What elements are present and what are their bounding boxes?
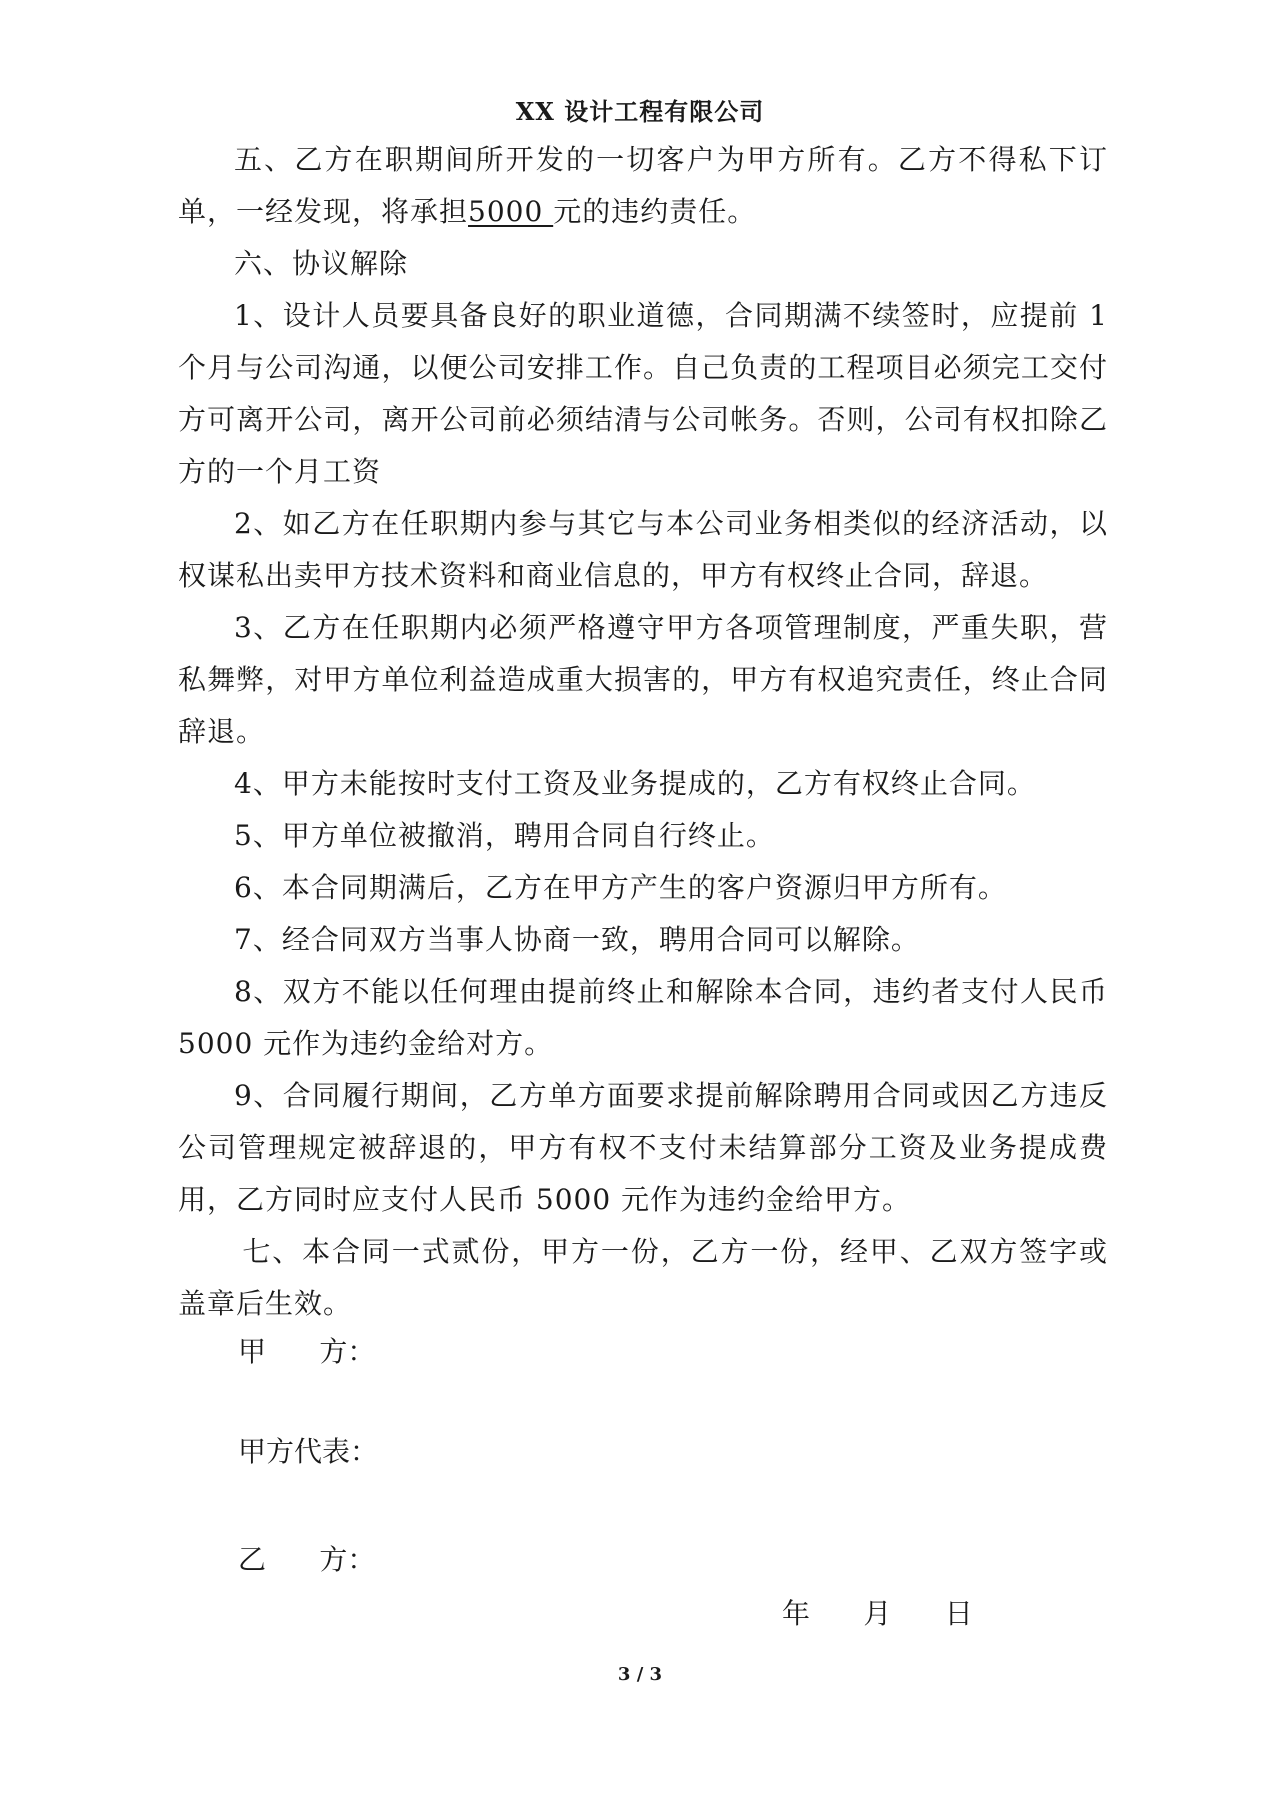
clause-six-title: 六、协议解除 — [234, 247, 409, 280]
clause-five-text: 五、乙方在职期间所开发的一切客户为甲方所有。乙方不得私下订单，一经发现，将承担 — [178, 143, 1108, 228]
party-a-rep-signature: 甲方代表： — [238, 1435, 379, 1468]
page-header: XX 设计工程有限公司 — [515, 97, 765, 126]
clause-six-item-7: 7、经合同双方当事人协商一致，聘用合同可以解除。 — [234, 923, 920, 956]
party-a-signature: 甲 方： — [238, 1335, 376, 1368]
clause-six-item-1: 1、设计人员要具备良好的职业道德，合同期满不续签时，应提前 1 个月与公司沟通，以便公司安排工作。自己负责的工程项目必须完工交付方可离开公司，离开公司前必须结清与公司帐务。否则，公司有权扣除乙方的一个月工资 — [178, 299, 1108, 488]
clause-six-item-3: 3、乙方在任职期内必须严格遵守甲方各项管理制度，严重失职，营私舞弊，对甲方单位利益造成重大损害的，甲方有权追究责任，终止合同辞退。 — [178, 611, 1108, 748]
clause-six-item-2: 2、如乙方在任职期内参与其它与本公司业务相类似的经济活动，以权谋私出卖甲方技术资料和商业信息的，甲方有权终止合同，辞退。 — [178, 507, 1108, 592]
clause-five — [178, 134, 1108, 238]
signature-date: 年 月 日 — [782, 1597, 973, 1630]
page-number: 3 / 3 — [617, 1664, 663, 1685]
clause-six-item-9: 9、合同履行期间，乙方单方面要求提前解除聘用合同或因乙方违反公司管理规定被辞退的，甲方有权不支付未结算部分工资及业务提成费用，乙方同时应支付人民币 5000 元作为违约金给甲方。 — [178, 1079, 1108, 1216]
contract-body — [178, 134, 1108, 1330]
clause-six-item-8: 8、双方不能以任何理由提前终止和解除本合同，违约者支付人民币 5000 元作为违约金给对方。 — [178, 975, 1108, 1060]
penalty-amount: 5000 — [468, 195, 554, 228]
clause-five-tail: 元的违约责任。 — [553, 195, 757, 228]
party-b-signature: 乙 方： — [238, 1543, 376, 1576]
clause-six-item-4: 4、甲方未能按时支付工资及业务提成的，乙方有权终止合同。 — [234, 767, 1036, 800]
clause-six-item-5: 5、甲方单位被撤消，聘用合同自行终止。 — [234, 819, 775, 852]
clause-six-item-6: 6、本合同期满后，乙方在甲方产生的客户资源归甲方所有。 — [234, 871, 1007, 904]
clause-seven: 七、本合同一式贰份，甲方一份，乙方一份，经甲、乙双方签字或盖章后生效。 — [178, 1235, 1108, 1320]
